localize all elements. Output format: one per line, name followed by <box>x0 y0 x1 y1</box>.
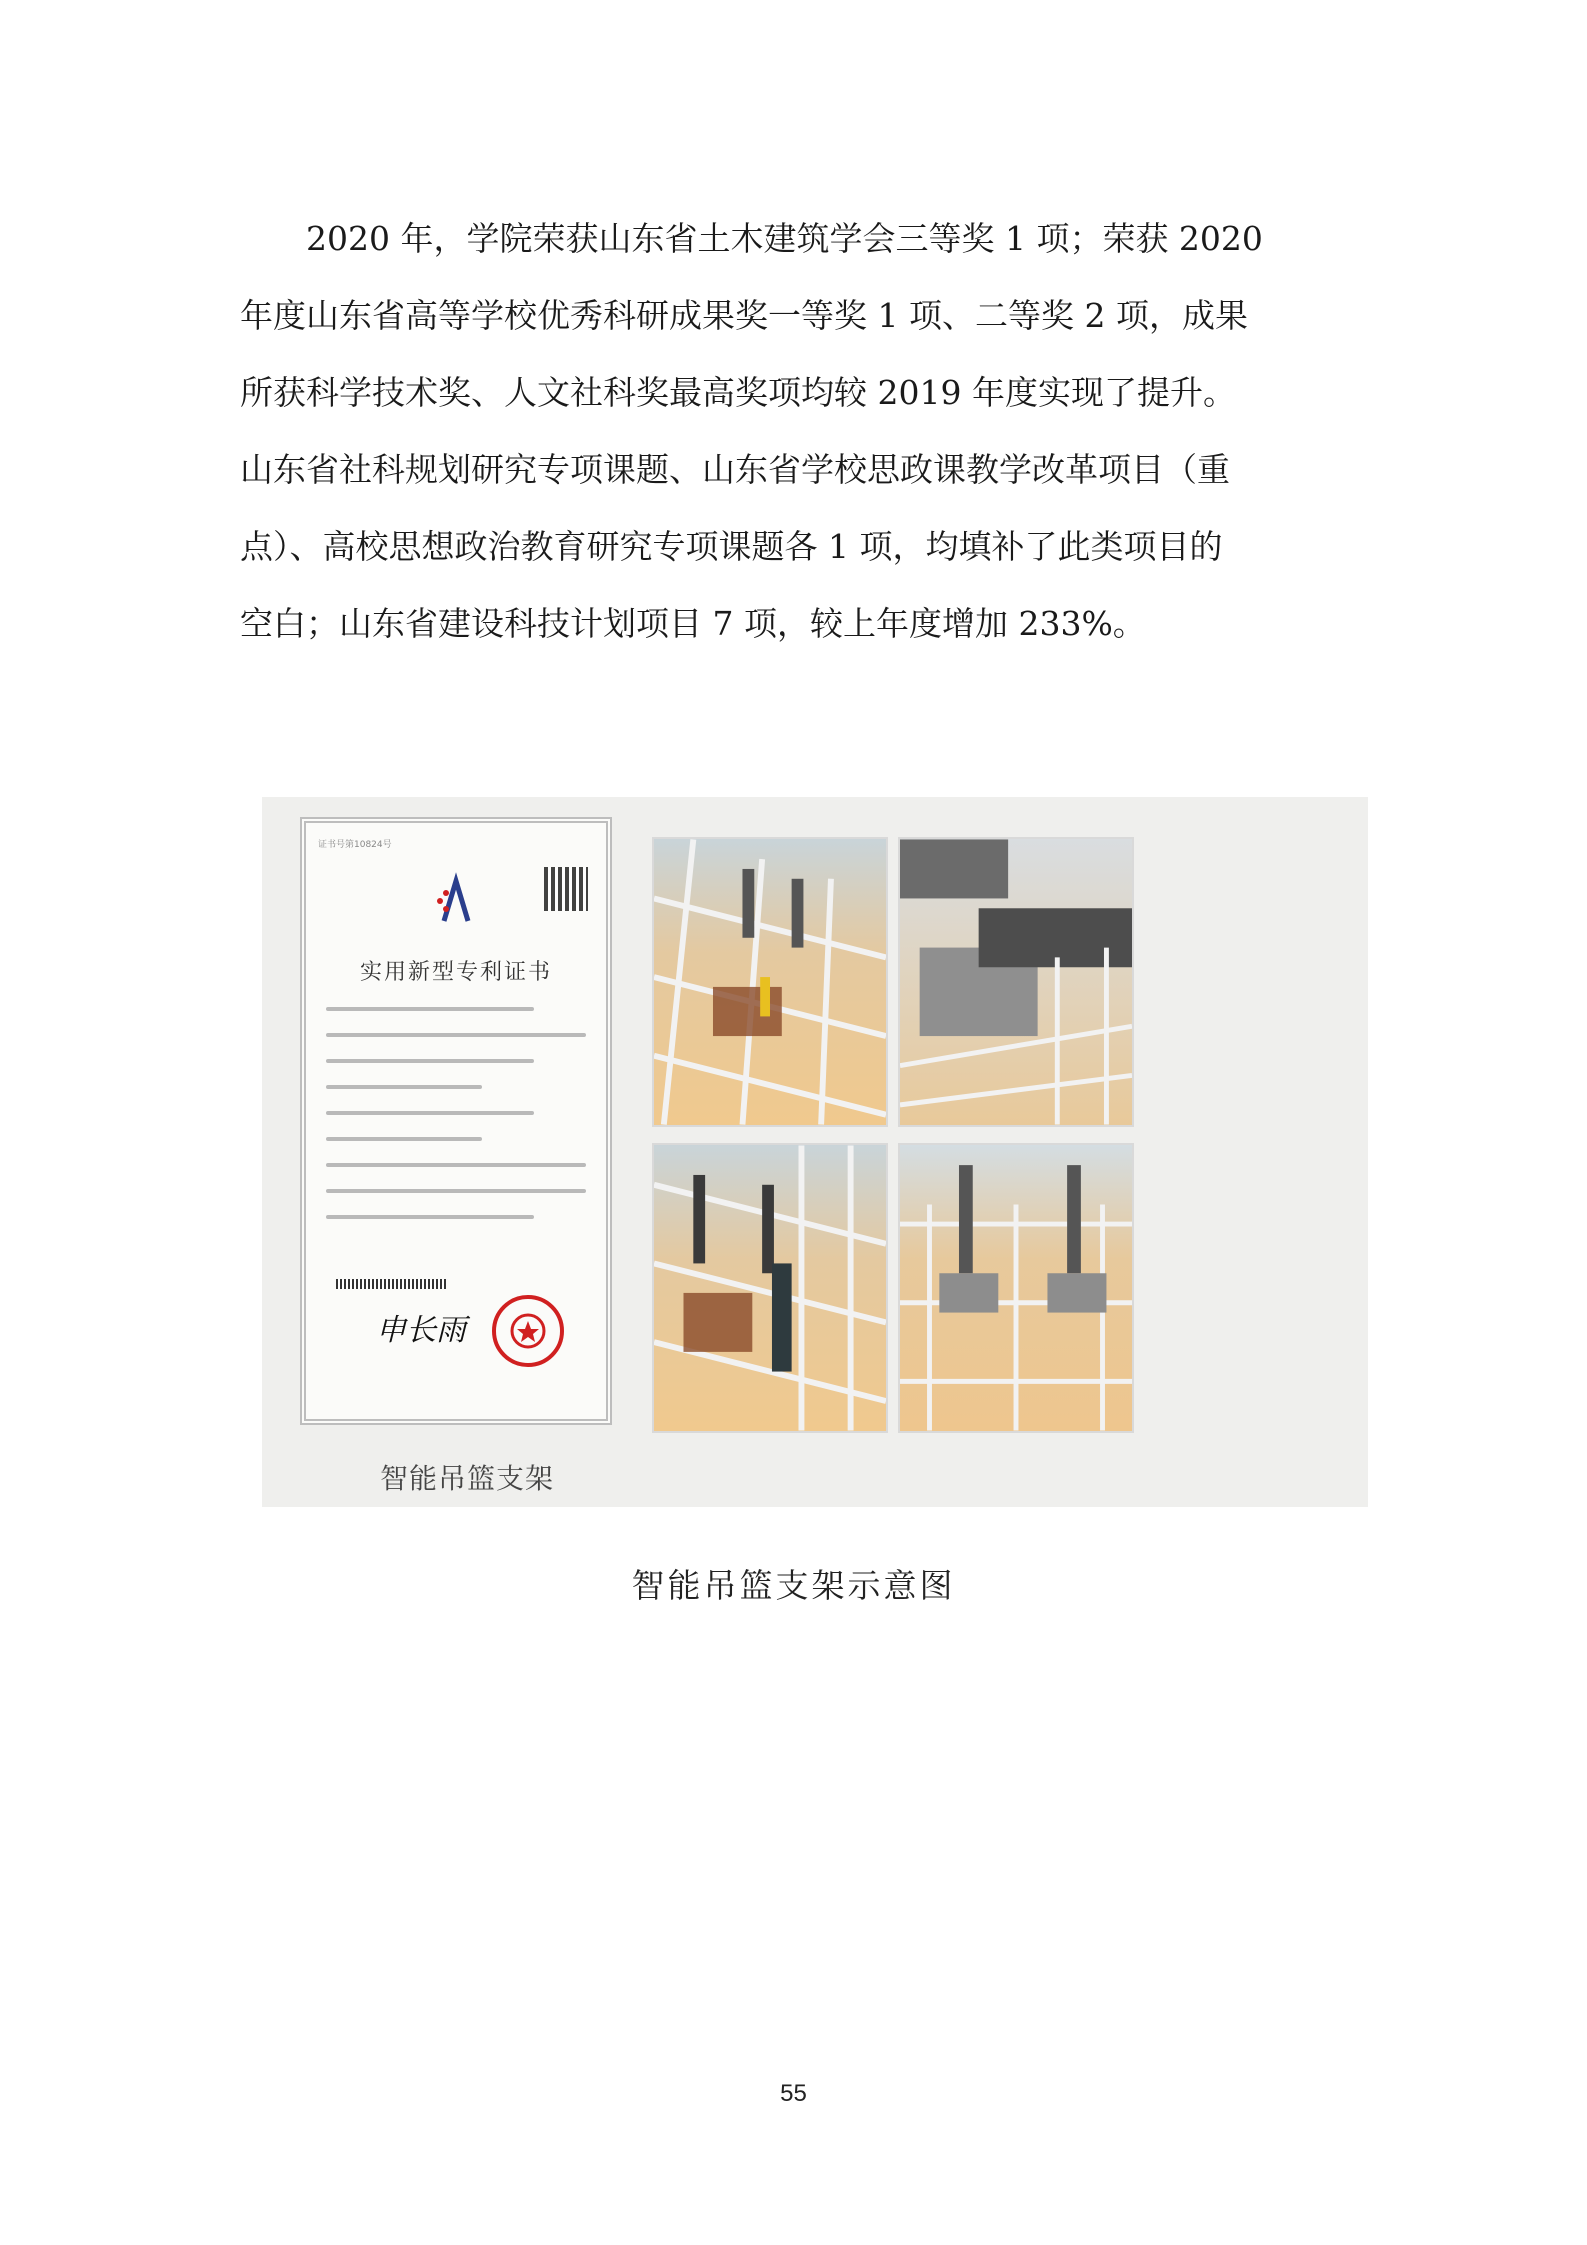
paragraph-line-2: 年度山东省高等学校优秀科研成果奖一等奖 1 项、二等奖 2 项，成果 <box>240 296 1248 335</box>
paragraph-line-3: 所获科学技术奖、人文社科奖最高奖项均较 2019 年度实现了提升。 <box>240 373 1236 412</box>
paragraph-line-1: 2020 年，学院荣获山东省土木建筑学会三等奖 1 项；荣获 2020 <box>240 219 1263 258</box>
body-paragraph <box>240 200 1348 662</box>
certificate-number: 证书号第10824号 <box>318 840 392 850</box>
figure-caption: 智能吊篮支架示意图 <box>631 1566 956 1605</box>
figure-image <box>262 797 1368 1507</box>
render-view-4 <box>898 1143 1134 1433</box>
render-view-3 <box>652 1143 888 1433</box>
paragraph-line-6: 空白；山东省建设科技计划项目 7 项，较上年度增加 233%。 <box>240 604 1146 643</box>
scaffold-render-icon <box>900 1145 1132 1431</box>
patent-office-logo-icon <box>426 871 486 931</box>
qr-code-icon <box>544 867 588 911</box>
page-number: 55 <box>780 2080 807 2107</box>
paragraph-line-5: 点）、高校思想政治教育研究专项课题各 1 项，均填补了此类项目的 <box>240 527 1223 566</box>
scaffold-render-icon <box>900 839 1132 1125</box>
figure-label: 智能吊篮支架 <box>380 1462 555 1495</box>
render-view-1 <box>652 837 888 1127</box>
scaffold-render-icon <box>654 839 886 1125</box>
signature: 申长雨 <box>376 1313 466 1348</box>
paragraph-line-4: 山东省社科规划研究专项课题、山东省学校思政课教学改革项目（重 <box>240 450 1230 489</box>
official-seal-icon <box>490 1293 566 1369</box>
scaffold-render-icon <box>654 1145 886 1431</box>
render-view-2 <box>898 837 1134 1127</box>
barcode-icon <box>336 1279 446 1289</box>
certificate-title: 实用新型专利证书 <box>359 960 552 985</box>
certificate-text-block <box>326 1007 586 1241</box>
patent-certificate <box>300 817 612 1425</box>
